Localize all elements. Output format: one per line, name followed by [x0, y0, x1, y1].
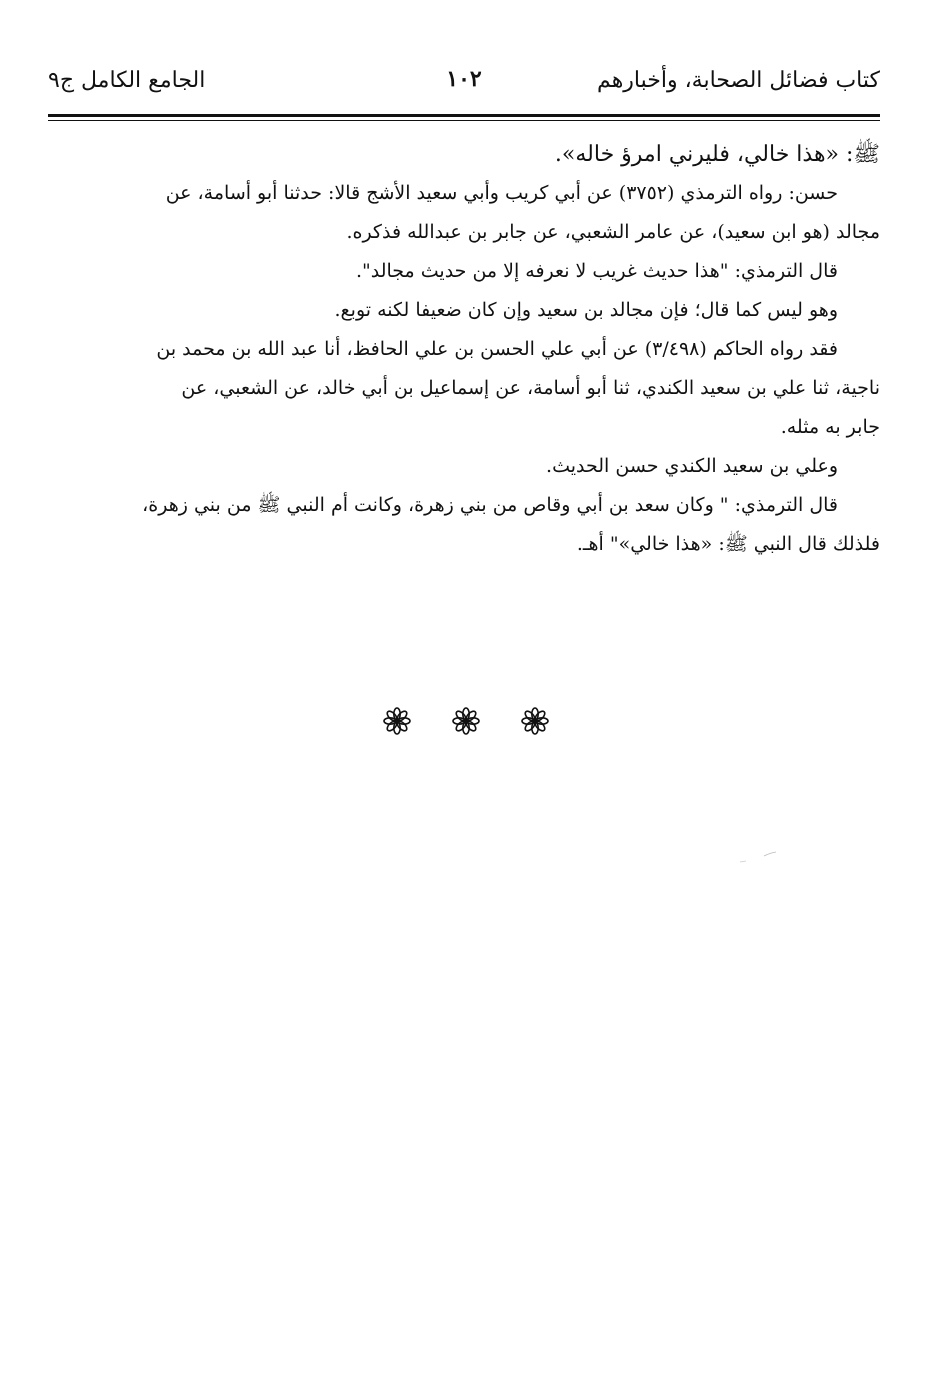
text-line-chain-continued: مجالد (هو ابن سعيد)، عن عامر الشعبي، عن جابر بن عبدالله فذكره. — [346, 221, 880, 243]
header-rule-thin — [48, 120, 880, 121]
text-line-tirmidhi-comment: قال الترمذي: "هذا حديث غريب لا نعرفه إلا من حديث مجالد". — [355, 260, 838, 282]
text-line-grading: حسن: رواه الترمذي (٣٧٥٢) عن أبي كريب وأبي سعيد الأشج قالا: حدثنا أبو أسامة، عن — [165, 182, 838, 204]
main-text — [48, 135, 880, 564]
scan-speck-marks — [734, 848, 784, 868]
text-line-narrator-grade: وعلي بن سعيد الكندي حسن الحديث. — [546, 455, 838, 477]
floral-ornament-icon — [382, 706, 412, 736]
text-line-tirmidhi-explanation: قال الترمذي: " وكان سعد بن أبي وقاص من بني زهرة، وكانت أم النبي ﷺ من بني زهرة، — [142, 494, 838, 516]
floral-ornament-icon — [451, 706, 481, 736]
text-line-closing-quote: ﷺ: «هذا خالي، فليرني امرؤ خاله». — [554, 142, 880, 167]
running-header — [48, 62, 880, 102]
text-line-rebuttal: وهو ليس كما قال؛ فإن مجالد بن سعيد وإن كان ضعيفا لكنه توبع. — [334, 299, 838, 321]
text-line-hakim-chain-continued: ناجية، ثنا علي بن سعيد الكندي، ثنا أبو أسامة، عن إسماعيل بن أبي خالد، عن الشعبي، عن — [181, 377, 880, 399]
text-line-hakim-chain-end: جابر به مثله. — [780, 416, 880, 438]
section-end-ornaments — [0, 706, 932, 736]
book-title: كتاب فضائل الصحابة، وأخبارهم — [597, 68, 880, 93]
floral-ornament-icon — [520, 706, 550, 736]
header-rule-thick — [48, 114, 880, 117]
text-line-tirmidhi-explanation-end: فلذلك قال النبي ﷺ: «هذا خالي»" أهـ. — [576, 533, 880, 555]
volume-label: الجامع الكامل ج٩ — [48, 68, 206, 93]
page-number: ١٠٢ — [446, 66, 482, 92]
text-line-hakim-chain: فقد رواه الحاكم (٣/٤٩٨) عن أبي علي الحسن بن علي الحافظ، أنا عبد الله بن محمد بن — [156, 338, 838, 360]
